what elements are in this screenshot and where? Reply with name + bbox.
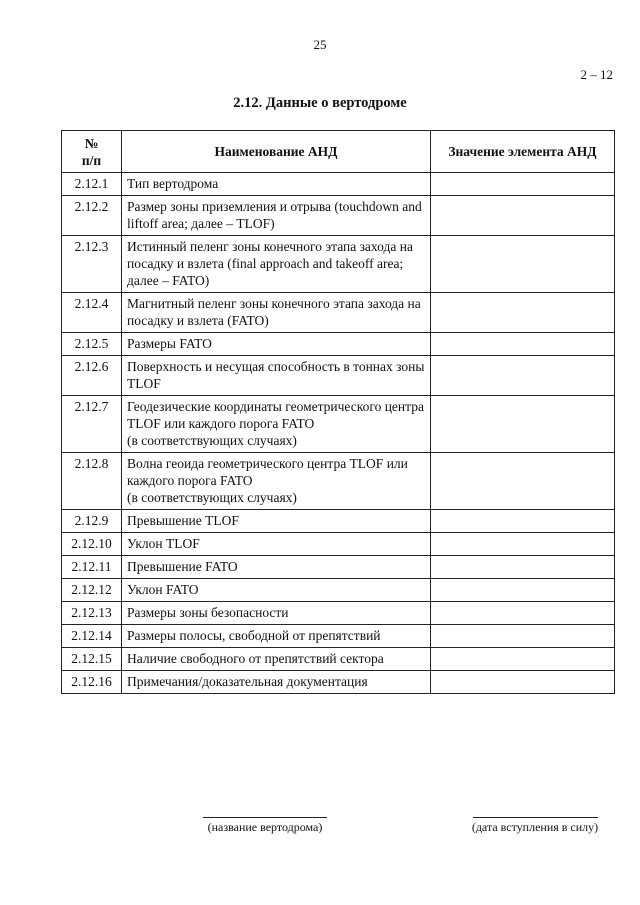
row-value-cell[interactable] [431, 602, 615, 625]
row-value-cell[interactable] [431, 533, 615, 556]
row-name: Магнитный пеленг зоны конечного этапа захода на посадку и взлета (FATO) [122, 293, 431, 333]
row-number: 2.12.3 [62, 236, 122, 293]
row-value-cell[interactable] [431, 356, 615, 396]
row-value-cell[interactable] [431, 648, 615, 671]
section-title: 2.12. Данные о вертодроме [233, 95, 407, 111]
row-number: 2.12.11 [62, 556, 122, 579]
row-name: Превышение TLOF [122, 510, 431, 533]
row-name: Превышение FATO [122, 556, 431, 579]
table-row [62, 293, 615, 333]
row-value-cell[interactable] [431, 196, 615, 236]
row-name: Геодезические координаты геометрического центра TLOF или каждого порога FATO (в соответствующих случаях) [122, 396, 431, 453]
row-value-cell[interactable] [431, 333, 615, 356]
effective-date-label: (дата вступления в силу) [471, 820, 599, 834]
row-number: 2.12.15 [62, 648, 122, 671]
row-number: 2.12.16 [62, 671, 122, 694]
row-name: Размеры FATO [122, 333, 431, 356]
row-number: 2.12.2 [62, 196, 122, 236]
row-value-cell[interactable] [431, 236, 615, 293]
row-name: Размеры зоны безопасности [122, 602, 431, 625]
table-header-row [62, 131, 615, 173]
row-value-cell[interactable] [431, 556, 615, 579]
table-row [62, 625, 615, 648]
row-name: Истинный пеленг зоны конечного этапа захода на посадку и взлета (final approach and takeoff area; далее – FATO) [122, 236, 431, 293]
row-name: Уклон FATO [122, 579, 431, 602]
row-value-cell[interactable] [431, 625, 615, 648]
table-row [62, 579, 615, 602]
table-row [62, 648, 615, 671]
row-value-cell[interactable] [431, 510, 615, 533]
header-name: Наименование АНД [122, 131, 431, 173]
table-row [62, 173, 615, 196]
header-value: Значение элемента АНД [431, 131, 615, 173]
table-body [62, 173, 615, 694]
row-value-cell[interactable] [431, 579, 615, 602]
heliport-name-line [203, 817, 327, 818]
row-value-cell[interactable] [431, 453, 615, 510]
table-row [62, 196, 615, 236]
row-number: 2.12.10 [62, 533, 122, 556]
row-value-cell[interactable] [431, 173, 615, 196]
row-number: 2.12.13 [62, 602, 122, 625]
table-row [62, 671, 615, 694]
row-name: Размеры полосы, свободной от препятствий [122, 625, 431, 648]
page-number: 25 [313, 37, 327, 52]
row-value-cell[interactable] [431, 396, 615, 453]
table-row [62, 510, 615, 533]
table-row [62, 236, 615, 293]
table-row [62, 356, 615, 396]
row-number: 2.12.8 [62, 453, 122, 510]
effective-date-line [473, 817, 598, 818]
row-name: Волна геоида геометрического центра TLOF или каждого порога FATO (в соответствующих случаях) [122, 453, 431, 510]
row-value-cell[interactable] [431, 671, 615, 694]
row-number: 2.12.5 [62, 333, 122, 356]
header-number: № п/п [62, 131, 122, 173]
row-number: 2.12.1 [62, 173, 122, 196]
row-name: Поверхность и несущая способность в тоннах зоны TLOF [122, 356, 431, 396]
row-number: 2.12.4 [62, 293, 122, 333]
row-name: Размер зоны приземления и отрыва (touchdown and liftoff area; далее – TLOF) [122, 196, 431, 236]
row-number: 2.12.9 [62, 510, 122, 533]
row-number: 2.12.12 [62, 579, 122, 602]
section-reference: 2 – 12 [580, 67, 613, 82]
row-number: 2.12.6 [62, 356, 122, 396]
table-row [62, 602, 615, 625]
table-row [62, 333, 615, 356]
table-row [62, 396, 615, 453]
row-name: Уклон TLOF [122, 533, 431, 556]
row-name: Наличие свободного от препятствий сектора [122, 648, 431, 671]
heliport-name-label: (название вертодрома) [207, 820, 323, 834]
table-row [62, 556, 615, 579]
row-number: 2.12.7 [62, 396, 122, 453]
row-value-cell[interactable] [431, 293, 615, 333]
table-row [62, 533, 615, 556]
row-name: Тип вертодрома [122, 173, 431, 196]
heliport-data-table [61, 130, 615, 694]
row-name: Примечания/доказательная документация [122, 671, 431, 694]
row-number: 2.12.14 [62, 625, 122, 648]
table-row [62, 453, 615, 510]
